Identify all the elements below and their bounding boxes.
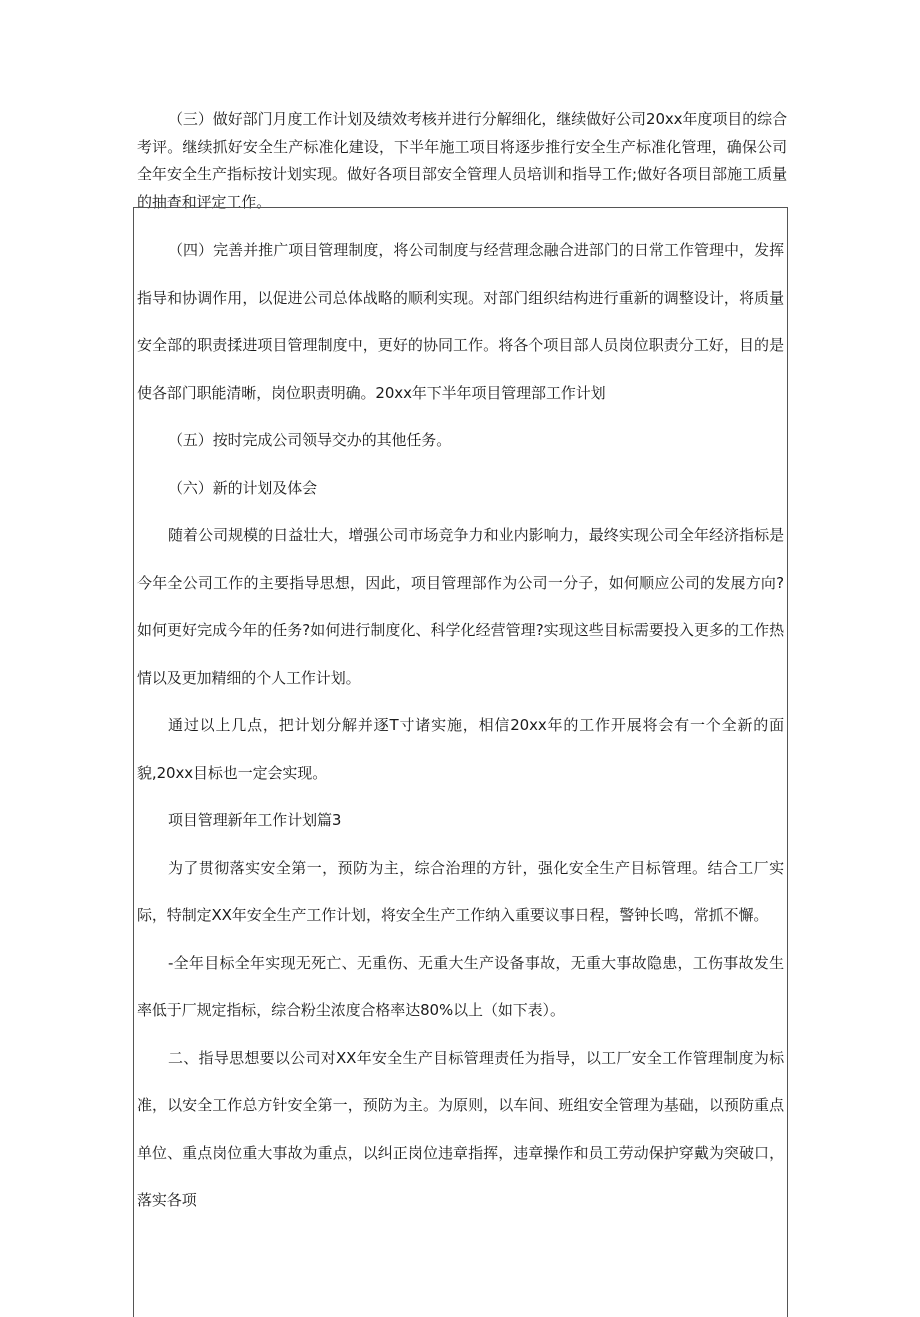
paragraph-safety-intro: 为了贯彻落实安全第一，预防为主，综合治理的方针，强化安全生产目标管理。结合工厂实际，特制定XX年安全生产工作计划，将安全生产工作纳入重要议事日程，警钟长鸣，常抓不懈。 bbox=[137, 858, 784, 924]
frame-content bbox=[137, 227, 784, 1225]
paragraph-4: （四）完善并推广项目管理制度，将公司制度与经营理念融合进部门的日常工作管理中，发挥指导和协调作用，以促进公司总体战略的顺利实现。对部门组织结构进行重新的调整设计，将质量安全部的职责揉进项目管理制度中，更好的协同工作。将各个项目部人员岗位职责分工好，目的是使各部门职能清晰，岗位职责明确。20xx年下半年项目管理部工作计划 bbox=[137, 241, 784, 402]
paragraph-growth: 随着公司规模的日益壮大，增强公司市场竞争力和业内影响力，最终实现公司全年经济指标是今年全公司工作的主要指导思想，因此，项目管理部作为公司一分子，如何顺应公司的发展方向?如何更好完成今年的任务?如何进行制度化、科学化经营管理?实现这些目标需要投入更多的工作热情以及更加精细的个人工作计划。 bbox=[137, 526, 784, 687]
bordered-text-frame bbox=[133, 207, 788, 1317]
section-heading: 项目管理新年工作计划篇3 bbox=[168, 811, 342, 829]
paragraph-annual-goal: -全年目标全年实现无死亡、无重伤、无重大生产设备事故，无重大事故隐患，工伤事故发生率低于厂规定指标，综合粉尘浓度合格率达80%以上（如下表）。 bbox=[137, 953, 784, 1019]
intro-paragraph: （三）做好部门月度工作计划及绩效考核并进行分解细化，继续做好公司20xx年度项目的综合考评。继续抓好安全生产标准化建设，下半年施工项目将逐步推行安全生产标准化管理，确保公司全年安全生产指标按计划实现。做好各项目部安全管理人员培训和指导工作;做好各项目部施工质量的抽查和评定工作。 bbox=[137, 110, 787, 211]
paragraph-6: （六）新的计划及体会 bbox=[168, 478, 318, 497]
paragraph-conclusion: 通过以上几点，把计划分解并逐T寸诸实施，相信20xx年的工作开展将会有一个全新的面貌,20xx目标也一定会实现。 bbox=[137, 716, 784, 782]
paragraph-5: （五）按时完成公司领导交办的其他任务。 bbox=[168, 431, 452, 449]
paragraph-guiding-idea: 二、指导思想要以公司对XX年安全生产目标管理责任为指导，以工厂安全工作管理制度为标准，以安全工作总方针安全第一，预防为主。为原则，以车间、班组安全管理为基础，以预防重点单位、重点岗位重大事故为重点，以纠正岗位违章指挥，违章操作和员工劳动保护穿戴为突破口，落实各项 bbox=[137, 1048, 784, 1209]
